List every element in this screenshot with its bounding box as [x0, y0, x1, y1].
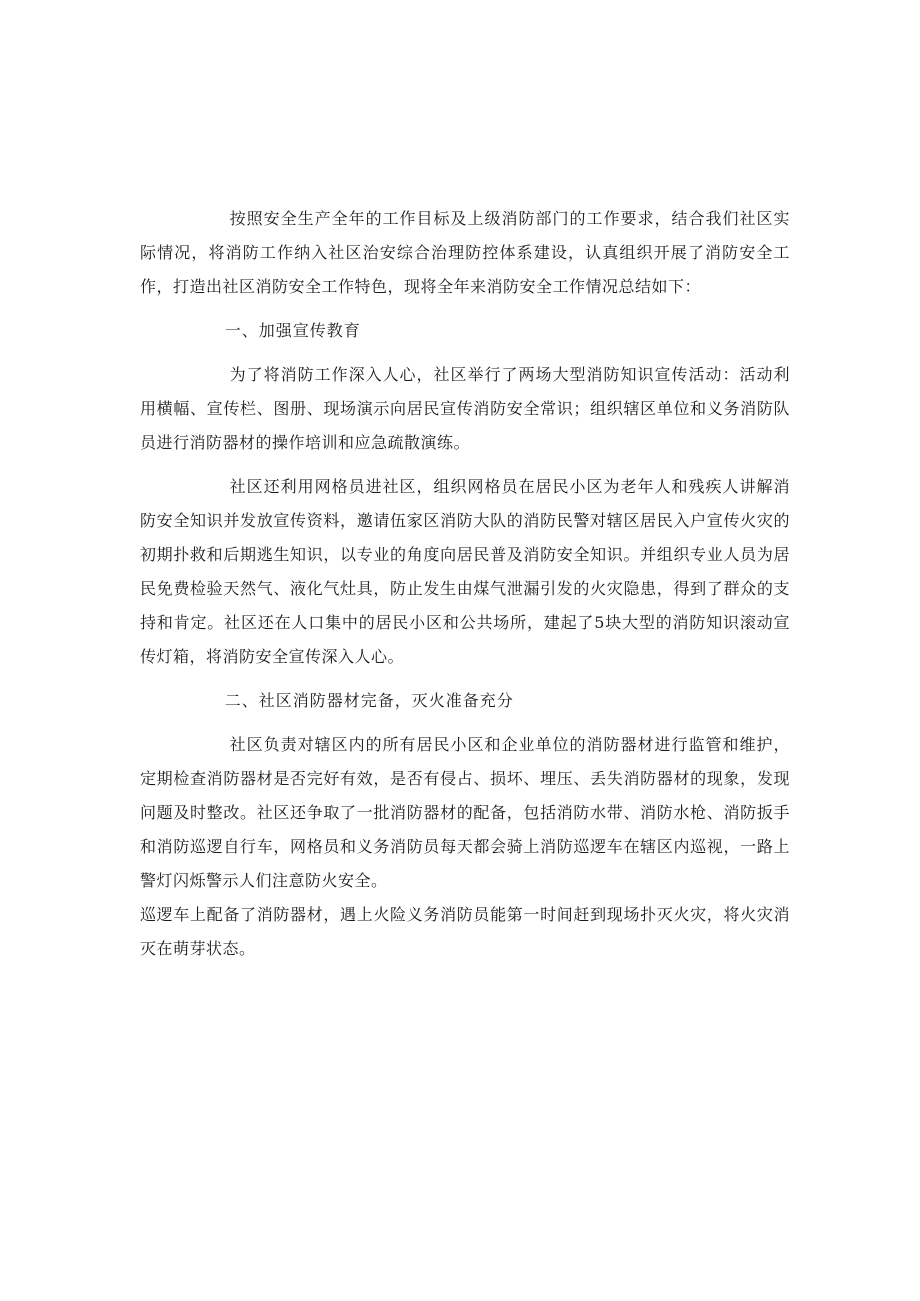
spacer — [140, 460, 790, 470]
spacer — [140, 718, 790, 728]
document-body — [140, 202, 790, 966]
section-2-continuation: 巡逻车上配备了消防器材，遇上火险义务消防员能第一时间赶到现场扑灭火灾，将火灾消灭在萌芽状态。 — [140, 905, 790, 958]
section-1-paragraph-2: 社区还利用网格员进社区，组织网格员在居民小区为老年人和残疾人讲解消防安全知识并发放宣传资料，邀请伍家区消防大队的消防民警对辖区居民入户宣传火灾的初期扑救和后期逃生知识，以专业的角度向居民普及消防安全知识。并组织专业人员为居民免费检验天然气、液化气灶具，防止发生由煤气泄漏引发的火灾隐患，得到了群众的支持和肯定。社区还在人口集中的居民小区和公共场所，建起了5块大型的消防知识滚动宣传灯箱，将消防安全宣传深入人心。 — [140, 477, 790, 666]
spacer — [140, 674, 790, 684]
intro-paragraph: 按照安全生产全年的工作目标及上级消防部门的工作要求，结合我们社区实际情况，将消防工作纳入社区治安综合治理防控体系建设，认真组织开展了消防安全工作，打造出社区消防安全工作特色，现将全年来消防安全工作情况总结如下： — [140, 209, 790, 296]
section-1-paragraph-1: 为了将消防工作深入人心，社区举行了两场大型消防知识宣传活动：活动利用横幅、宣传栏、图册、现场演示向居民宣传消防安全常识；组织辖区单位和义务消防队员进行消防器材的操作培训和应急疏散演练。 — [140, 365, 790, 452]
section-1-heading: 一、加强宣传教育 — [224, 321, 361, 340]
section-2-heading: 二、社区消防器材完备，灭火准备充分 — [224, 691, 514, 710]
spacer — [140, 348, 790, 358]
spacer — [140, 304, 790, 314]
section-2-paragraph-1: 社区负责对辖区内的所有居民小区和企业单位的消防器材进行监管和维护，定期检查消防器材是否完好有效，是否有侵占、损坏、埋压、丢失消防器材的现象，发现问题及时整改。社区还争取了一批消防器材的配备，包括消防水带、消防水枪、消防扳手和消防巡逻自行车，网格员和义务消防员每天都会骑上消防巡逻车在辖区内巡视，一路上警灯闪烁警示人们注意防火安全。 — [140, 735, 790, 890]
